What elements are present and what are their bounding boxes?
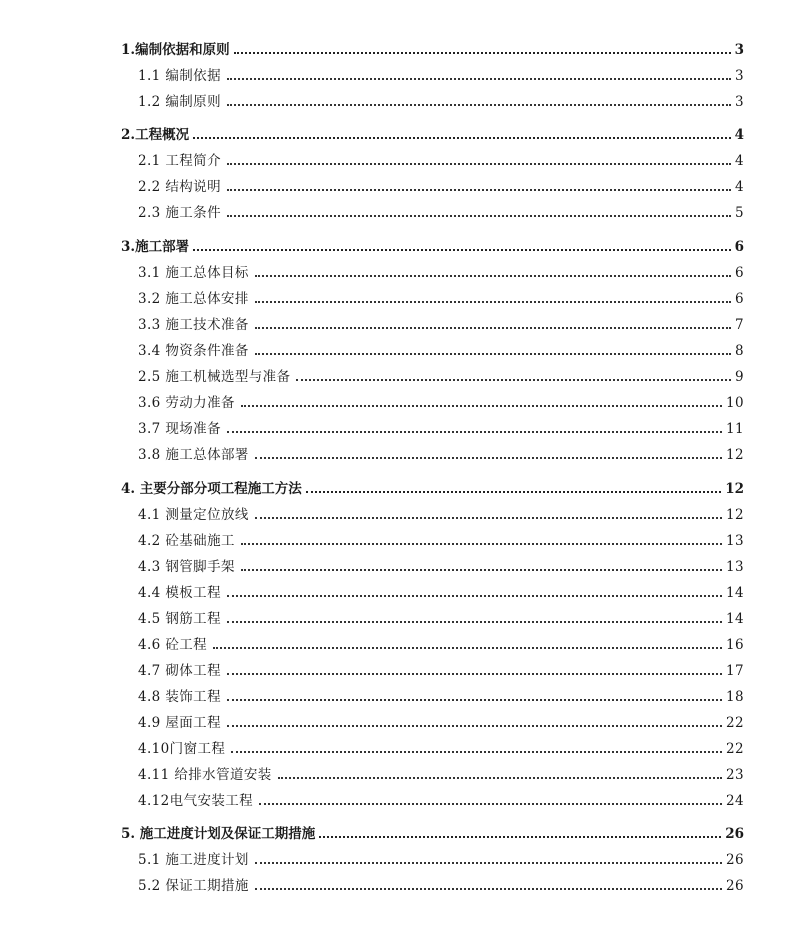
page-number: 4: [735, 179, 744, 195]
page-number: 14: [726, 611, 744, 627]
dot-leader: [213, 647, 722, 649]
subsection-title: 屋面工程: [165, 715, 221, 731]
page-number: 14: [726, 585, 744, 601]
page-number: 3: [734, 42, 744, 58]
toc-subsection-entry[interactable]: [138, 149, 744, 169]
dot-leader: [241, 405, 722, 407]
page-number: 11: [726, 421, 744, 437]
page-number: 7: [735, 317, 744, 333]
page-number: 26: [726, 878, 744, 894]
toc-subsection-entry[interactable]: [138, 685, 744, 705]
dot-leader: [255, 301, 731, 303]
dot-leader: [255, 275, 731, 277]
page-number: 13: [726, 559, 744, 575]
subsection-title: 砌体工程: [165, 663, 221, 679]
subsection-number: 4.7: [138, 663, 161, 679]
subsection-number: 4.11: [138, 767, 170, 783]
dot-leader: [193, 137, 731, 139]
subsection-title: 砼工程: [165, 637, 208, 653]
toc-subsection-entry[interactable]: [138, 417, 744, 437]
subsection-title: 门窗工程: [169, 741, 226, 757]
toc-section-entry[interactable]: [121, 822, 744, 842]
toc-subsection-entry[interactable]: [138, 365, 744, 385]
dot-leader: [227, 215, 731, 217]
subsection-title: 施工进度计划: [165, 852, 249, 868]
dot-leader: [227, 104, 731, 106]
toc-subsection-entry[interactable]: [138, 90, 744, 110]
subsection-number: 1.1: [138, 68, 161, 84]
subsection-title: 编制原则: [165, 94, 221, 110]
section-title: 工程概况: [135, 127, 190, 143]
dot-leader: [241, 569, 722, 571]
dot-leader: [278, 777, 722, 779]
subsection-title: 电气安装工程: [169, 793, 254, 809]
toc-subsection-entry[interactable]: [138, 763, 744, 783]
subsection-title: 现场准备: [165, 421, 221, 437]
toc-subsection-entry[interactable]: [138, 659, 744, 679]
dot-leader: [193, 249, 731, 251]
subsection-number: 3.3: [138, 317, 161, 333]
subsection-number: 5.1: [138, 852, 161, 868]
section-number: 2.: [121, 127, 136, 143]
toc-subsection-entry[interactable]: [138, 64, 744, 84]
subsection-title: 结构说明: [165, 179, 221, 195]
subsection-number: 3.4: [138, 343, 161, 359]
section-title: 编制依据和原则: [135, 42, 230, 58]
subsection-number: 2.2: [138, 179, 161, 195]
subsection-title: 施工机械选型与准备: [165, 369, 291, 385]
dot-leader: [296, 379, 731, 381]
toc-subsection-entry[interactable]: [138, 391, 744, 411]
toc-subsection-entry[interactable]: [138, 175, 744, 195]
subsection-number: 3.7: [138, 421, 161, 437]
dot-leader: [227, 725, 722, 727]
toc-subsection-entry[interactable]: [138, 633, 744, 653]
dot-leader: [255, 888, 722, 890]
toc-section-entry[interactable]: [121, 235, 744, 255]
subsection-number: 4.2: [138, 533, 161, 549]
page-number: 6: [734, 239, 744, 255]
subsection-title: 施工技术准备: [165, 317, 249, 333]
subsection-number: 5.2: [138, 878, 161, 894]
toc-section-entry[interactable]: [121, 38, 744, 58]
page-number: 12: [726, 447, 744, 463]
page-number: 16: [726, 637, 744, 653]
dot-leader: [227, 621, 722, 623]
page-number: 22: [726, 741, 744, 757]
page-number: 9: [735, 369, 744, 385]
page-number: 17: [726, 663, 744, 679]
dot-leader: [227, 673, 722, 675]
dot-leader: [227, 189, 731, 191]
toc-section-entry[interactable]: [121, 123, 744, 143]
subsection-title: 施工总体目标: [165, 265, 249, 281]
dot-leader: [259, 803, 722, 805]
subsection-number: 1.2: [138, 94, 161, 110]
subsection-number: 2.1: [138, 153, 161, 169]
dot-leader: [255, 862, 722, 864]
subsection-title: 给排水管道安装: [174, 767, 272, 783]
toc-subsection-entry[interactable]: [138, 555, 744, 575]
page-number: 6: [735, 291, 744, 307]
subsection-number: 4.5: [138, 611, 161, 627]
toc-subsection-entry[interactable]: [138, 287, 744, 307]
subsection-title: 施工总体部署: [165, 447, 249, 463]
subsection-number: 3.6: [138, 395, 161, 411]
subsection-title: 施工总体安排: [165, 291, 249, 307]
section-number: 3.: [121, 239, 136, 255]
dot-leader: [255, 457, 722, 459]
subsection-number: 3.8: [138, 447, 161, 463]
toc-subsection-entry[interactable]: [138, 789, 744, 809]
subsection-number: 3.2: [138, 291, 161, 307]
dot-leader: [227, 78, 731, 80]
toc-subsection-entry[interactable]: [138, 261, 744, 281]
section-number: 1.: [121, 42, 136, 58]
section-title: 施工部署: [135, 239, 190, 255]
dot-leader: [306, 491, 721, 493]
dot-leader: [241, 543, 722, 545]
section-number: 5.: [121, 826, 136, 842]
dot-leader: [319, 836, 721, 838]
toc-subsection-entry[interactable]: [138, 313, 744, 333]
toc-subsection-entry[interactable]: [138, 201, 744, 221]
page-number: 23: [726, 767, 744, 783]
subsection-title: 装饰工程: [165, 689, 221, 705]
page-number: 3: [735, 68, 744, 84]
toc-subsection-entry[interactable]: [138, 443, 744, 463]
subsection-title: 模板工程: [165, 585, 221, 601]
dot-leader: [255, 353, 731, 355]
subsection-number: 4.8: [138, 689, 161, 705]
page-number: 6: [735, 265, 744, 281]
subsection-number: 4.10: [138, 741, 170, 757]
page-number: 4: [734, 127, 744, 143]
subsection-title: 砼基础施工: [165, 533, 235, 549]
toc-subsection-entry[interactable]: [138, 581, 744, 601]
subsection-number: 2.3: [138, 205, 161, 221]
subsection-number: 4.6: [138, 637, 161, 653]
subsection-title: 钢筋工程: [165, 611, 221, 627]
subsection-number: 4.4: [138, 585, 161, 601]
toc-subsection-entry[interactable]: [138, 607, 744, 627]
subsection-title: 钢管脚手架: [165, 559, 235, 575]
dot-leader: [227, 595, 722, 597]
dot-leader: [227, 163, 731, 165]
subsection-title: 工程简介: [165, 153, 221, 169]
page-number: 4: [735, 153, 744, 169]
subsection-title: 施工条件: [165, 205, 221, 221]
toc-subsection-entry[interactable]: [138, 737, 744, 757]
page-number: 12: [726, 507, 744, 523]
page-number: 22: [726, 715, 744, 731]
dot-leader: [227, 699, 722, 701]
toc-subsection-entry[interactable]: [138, 339, 744, 359]
subsection-number: 4.1: [138, 507, 161, 523]
subsection-title: 劳动力准备: [165, 395, 235, 411]
dot-leader: [234, 52, 731, 54]
page-number: 5: [735, 205, 744, 221]
page-number: 26: [725, 826, 744, 842]
toc-section-entry[interactable]: [121, 477, 744, 497]
page-number: 10: [726, 395, 744, 411]
section-number: 4.: [121, 481, 136, 497]
subsection-number: 4.3: [138, 559, 161, 575]
page-number: 12: [725, 481, 744, 497]
page-number: 8: [735, 343, 744, 359]
subsection-number: 3.1: [138, 265, 161, 281]
subsection-number: 4.12: [138, 793, 170, 809]
subsection-title: 物资条件准备: [165, 343, 249, 359]
dot-leader: [255, 517, 722, 519]
page-number: 26: [726, 852, 744, 868]
dot-leader: [227, 431, 722, 433]
toc-subsection-entry[interactable]: [138, 711, 744, 731]
page-number: 13: [726, 533, 744, 549]
subsection-number: 2.5: [138, 369, 161, 385]
subsection-title: 测量定位放线: [165, 507, 249, 523]
page-number: 18: [726, 689, 744, 705]
toc-subsection-entry[interactable]: [138, 874, 744, 894]
section-title: 施工进度计划及保证工期措施: [139, 826, 316, 842]
page-number: 24: [726, 793, 744, 809]
subsection-title: 保证工期措施: [165, 878, 249, 894]
subsection-number: 4.9: [138, 715, 161, 731]
toc-subsection-entry[interactable]: [138, 529, 744, 549]
toc-subsection-entry[interactable]: [138, 503, 744, 523]
subsection-title: 编制依据: [165, 68, 221, 84]
page-number: 3: [735, 94, 744, 110]
toc-subsection-entry[interactable]: [138, 848, 744, 868]
section-title: 主要分部分项工程施工方法: [139, 481, 302, 497]
dot-leader: [255, 327, 731, 329]
dot-leader: [231, 751, 722, 753]
